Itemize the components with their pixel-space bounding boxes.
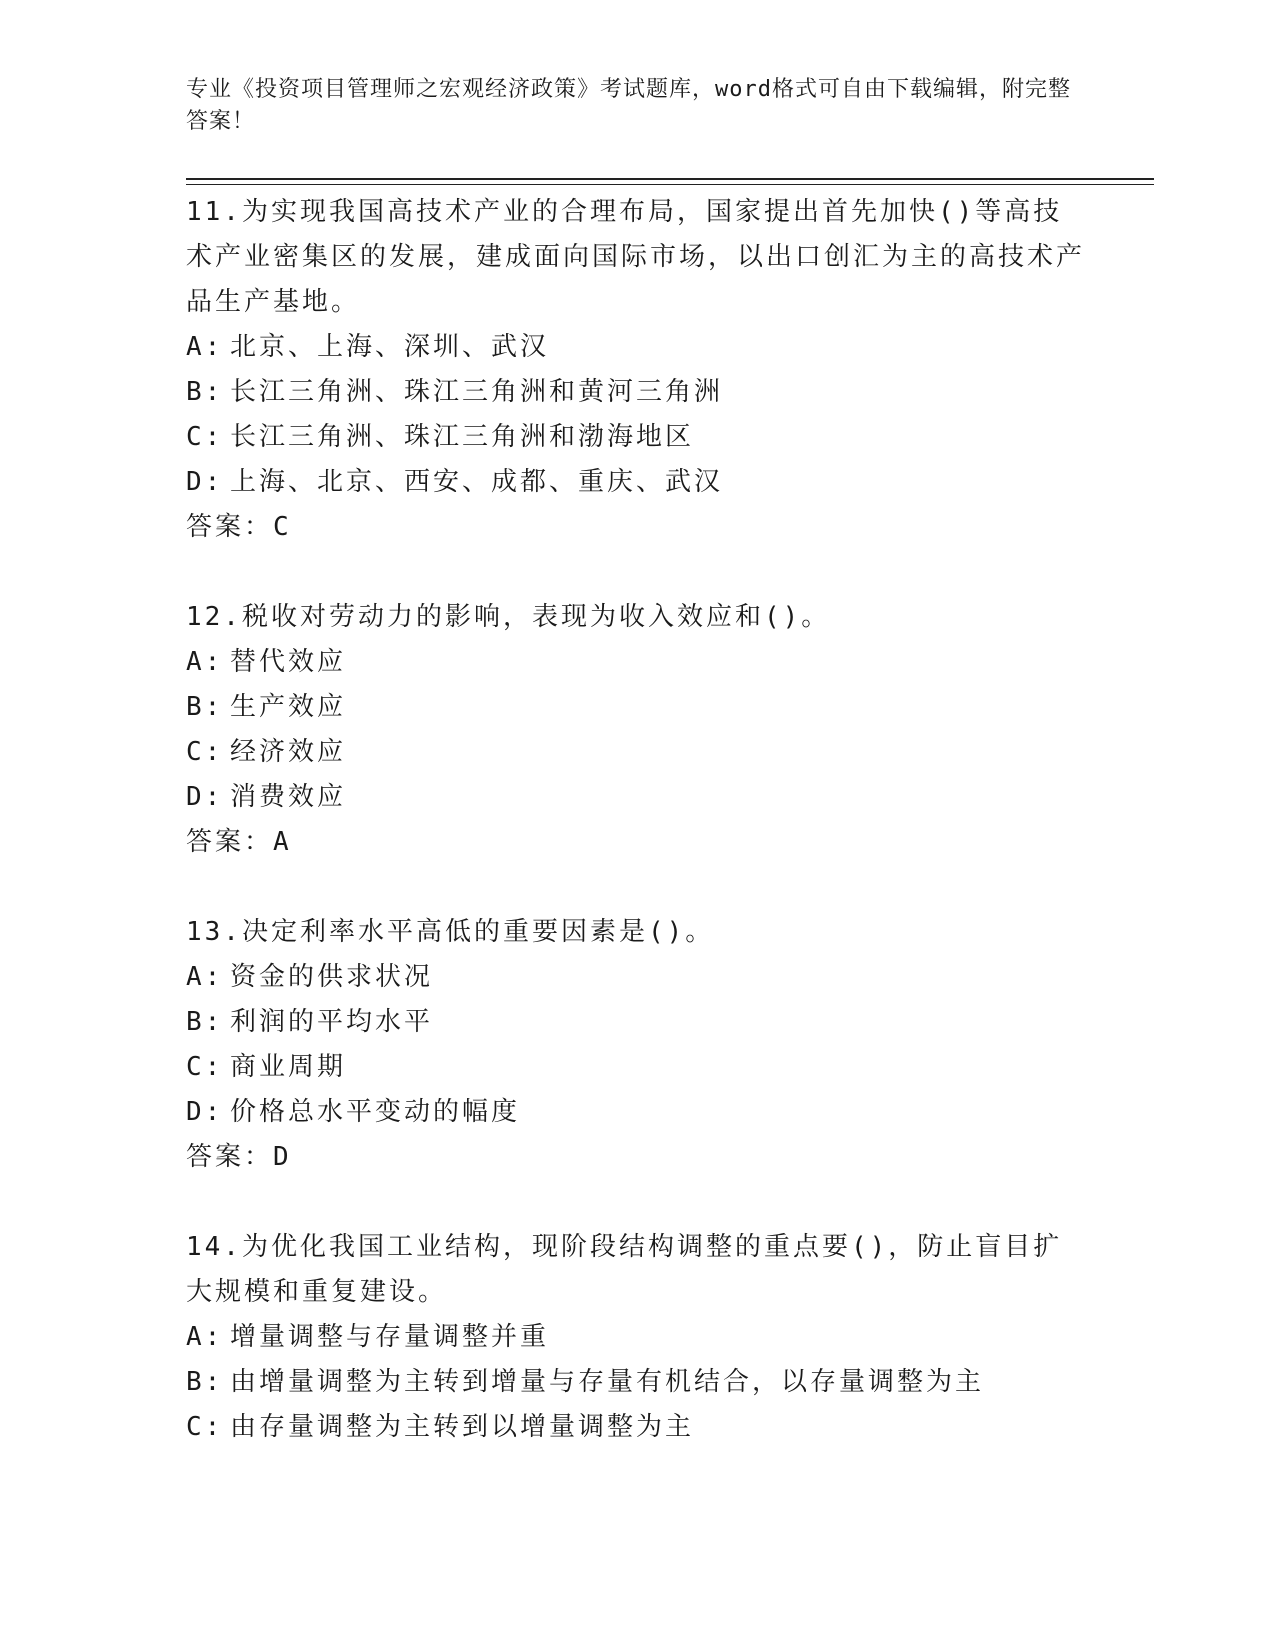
option-a bbox=[186, 955, 1086, 1000]
option-letter: A: bbox=[186, 332, 224, 362]
option-letter: D: bbox=[186, 467, 224, 497]
question-11 bbox=[186, 190, 1086, 550]
question-13 bbox=[186, 910, 1086, 1180]
option-a bbox=[186, 325, 1086, 370]
option-c bbox=[186, 730, 1086, 775]
option-letter: D: bbox=[186, 782, 224, 812]
question-list bbox=[186, 190, 1086, 1495]
option-text: 资金的供求状况 bbox=[230, 962, 434, 992]
answer-line: 答案：C bbox=[186, 512, 292, 542]
option-d bbox=[186, 775, 1086, 820]
option-b bbox=[186, 685, 1086, 730]
question-12 bbox=[186, 595, 1086, 865]
option-c bbox=[186, 1405, 1086, 1450]
option-letter: D: bbox=[186, 1097, 224, 1127]
option-a bbox=[186, 1315, 1086, 1360]
option-text: 增量调整与存量调整并重 bbox=[230, 1322, 550, 1352]
option-letter: C: bbox=[186, 1412, 224, 1442]
option-letter: C: bbox=[186, 1052, 224, 1082]
option-letter: B: bbox=[186, 692, 224, 722]
option-text: 上海、北京、西安、成都、重庆、武汉 bbox=[230, 467, 724, 497]
option-text: 价格总水平变动的幅度 bbox=[230, 1097, 521, 1127]
option-text: 生产效应 bbox=[230, 692, 347, 722]
option-text: 利润的平均水平 bbox=[230, 1007, 434, 1037]
question-stem: 14.为优化我国工业结构，现阶段结构调整的重点要()，防止盲目扩大规模和重复建设。 bbox=[186, 1232, 1063, 1307]
question-stem: 13.决定利率水平高低的重要因素是()。 bbox=[186, 917, 715, 947]
option-b bbox=[186, 370, 1086, 415]
option-letter: B: bbox=[186, 1007, 224, 1037]
header-divider bbox=[186, 178, 1154, 180]
question-stem: 12.税收对劳动力的影响，表现为收入效应和()。 bbox=[186, 602, 831, 632]
option-letter: C: bbox=[186, 422, 224, 452]
option-d bbox=[186, 1090, 1086, 1135]
option-text: 长江三角洲、珠江三角洲和渤海地区 bbox=[230, 422, 695, 452]
option-text: 消费效应 bbox=[230, 782, 347, 812]
option-text: 北京、上海、深圳、武汉 bbox=[230, 332, 550, 362]
answer-line: 答案：D bbox=[186, 1142, 292, 1172]
option-b bbox=[186, 1360, 1086, 1405]
page-header: 专业《投资项目管理师之宏观经济政策》考试题库，word格式可自由下载编辑，附完整答案！ bbox=[186, 77, 1071, 134]
option-a bbox=[186, 640, 1086, 685]
answer-line: 答案：A bbox=[186, 827, 292, 857]
option-letter: A: bbox=[186, 1322, 224, 1352]
option-b bbox=[186, 1000, 1086, 1045]
question-stem: 11.为实现我国高技术产业的合理布局，国家提出首先加快()等高技术产业密集区的发展，建成面向国际市场，以出口创汇为主的高技术产品生产基地。 bbox=[186, 197, 1086, 317]
option-text: 替代效应 bbox=[230, 647, 347, 677]
header-divider-secondary bbox=[186, 184, 1154, 185]
option-letter: B: bbox=[186, 377, 224, 407]
question-14 bbox=[186, 1225, 1086, 1450]
option-letter: C: bbox=[186, 737, 224, 767]
option-text: 由存量调整为主转到以增量调整为主 bbox=[230, 1412, 695, 1442]
option-letter: A: bbox=[186, 647, 224, 677]
option-text: 由增量调整为主转到增量与存量有机结合，以存量调整为主 bbox=[230, 1367, 985, 1397]
option-text: 商业周期 bbox=[230, 1052, 347, 1082]
option-text: 经济效应 bbox=[230, 737, 347, 767]
option-d bbox=[186, 460, 1086, 505]
option-letter: B: bbox=[186, 1367, 224, 1397]
option-text: 长江三角洲、珠江三角洲和黄河三角洲 bbox=[230, 377, 724, 407]
option-letter: A: bbox=[186, 962, 224, 992]
option-c bbox=[186, 415, 1086, 460]
option-c bbox=[186, 1045, 1086, 1090]
